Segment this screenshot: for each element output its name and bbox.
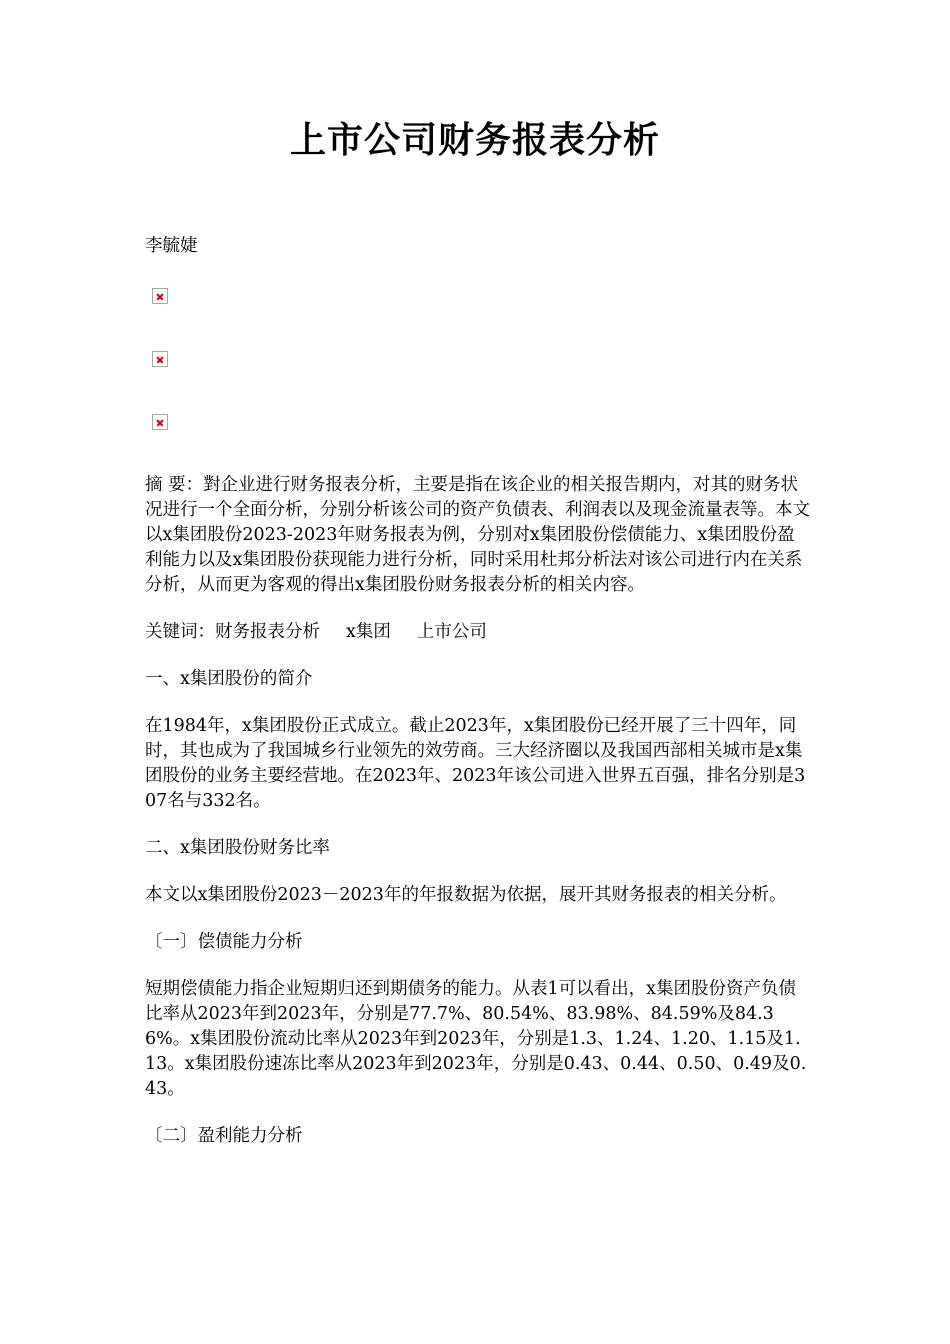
keyword: x集团 — [346, 622, 391, 642]
keyword: 财务报表分析 — [215, 622, 320, 642]
abstract-paragraph: 摘 要：對企业进行财务报表分析，主要是指在该企业的相关报告期内，对其的财务状况进行一个全面分析，分别分析该公司的资产负债表、利润表以及现金流量表等。本文以x集团股份2023-2023年财务报表为例，分别对x集团股份偿债能力、x集团股份盈利能力以及x集团股份获现能力进行分析，同时采用杜邦分析法对该公司进行内在关系分析，从而更为客观的得出x集团股份财务报表分析的相关内容。 — [145, 475, 810, 595]
document-title: 上市公司财务报表分析 — [289, 119, 660, 161]
document-body — [145, 234, 810, 1171]
broken-image-icon — [152, 414, 168, 430]
author-name: 李毓婕 — [145, 236, 198, 256]
keywords-label: 关键词： — [145, 622, 215, 642]
subsection-heading: 〔二〕盈利能力分析 — [145, 1126, 303, 1146]
body-paragraph: 在1984年，x集团股份正式成立。截止2023年，x集团股份已经开展了三十四年，同时，其也成为了我国城乡行业领先的效劳商。三大经济圈以及我国西部相关城市是x集团股份的业务主要经营地。在2023年、2023年该公司进入世界五百强，排名分别是307名与332名。 — [145, 716, 806, 811]
keywords-line — [145, 620, 810, 645]
broken-image-icon — [152, 288, 168, 304]
broken-image-icon — [152, 351, 168, 367]
body-paragraph: 本文以x集团股份2023－2023年的年报数据为依据，展开其财务报表的相关分析。 — [145, 885, 787, 905]
subsection-heading: 〔一〕偿债能力分析 — [145, 932, 303, 952]
section-heading: 二、x集团股份财务比率 — [145, 838, 330, 858]
body-paragraph: 短期偿债能力指企业短期归还到期债务的能力。从表1可以看出，x集团股份资产负债比率从2023年到2023年，分别是77.7%、80.54%、83.98%、84.59%及84.36%。x集团股份流动比率从2023年到2023年，分别是1.3、1.24、1.20、1.15及1.13。x集团股份速冻比率从2023年到2023年，分别是0.43、0.44、0.50、0.49及0.43。 — [145, 979, 807, 1099]
keyword: 上市公司 — [416, 622, 487, 642]
section-heading: 一、x集团股份的简介 — [145, 669, 313, 689]
